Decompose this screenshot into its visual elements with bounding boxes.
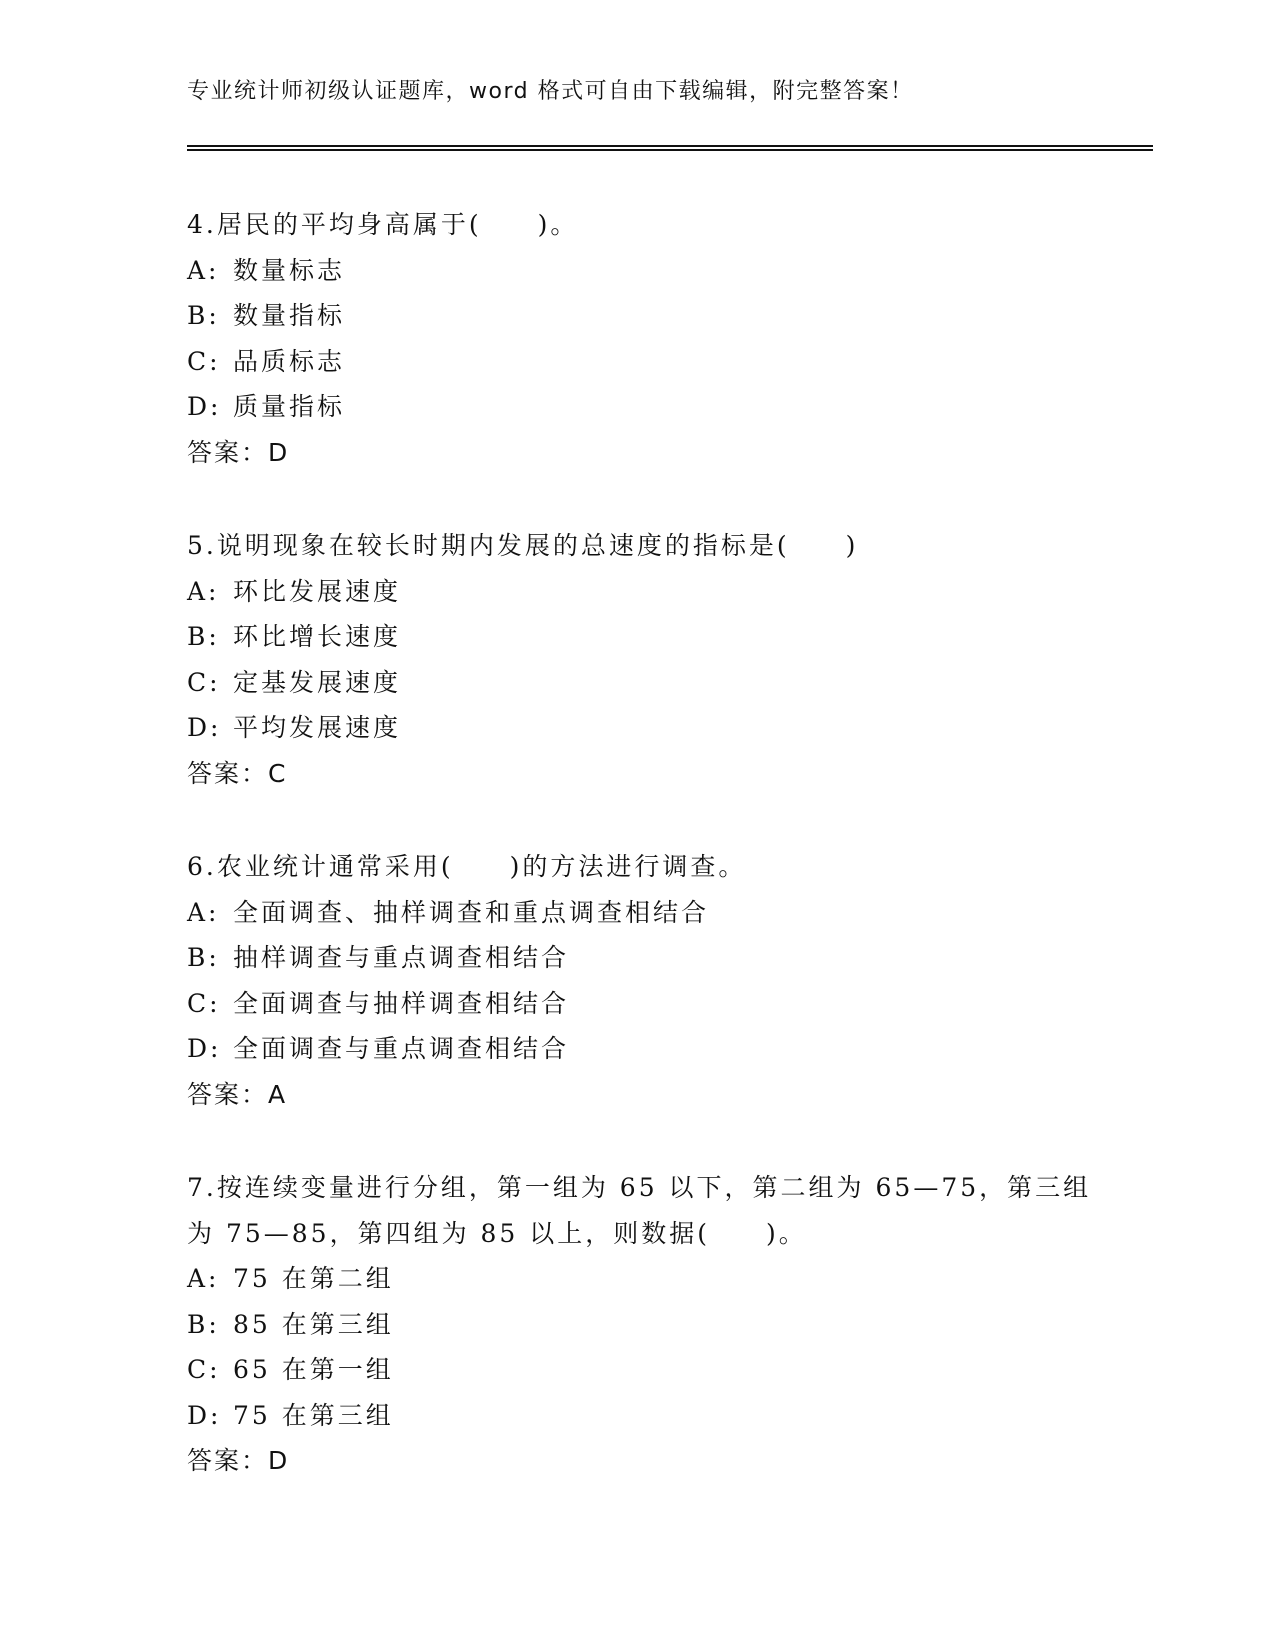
option-d: [187, 1026, 1087, 1072]
question-stem-line-2: 为 75—85，第四组为 85 以上，则数据( )。: [187, 1218, 807, 1248]
option-d: [187, 384, 1087, 430]
option-key: D:: [187, 392, 222, 421]
option-text: 环比增长速度: [233, 622, 402, 651]
option-text: 数量指标: [233, 301, 346, 330]
option-key: B:: [187, 622, 220, 651]
option-key: A:: [187, 1264, 220, 1293]
question-stem: 5.说明现象在较长时期内发展的总速度的指标是( ): [187, 531, 859, 560]
option-a: [187, 890, 1087, 936]
answer-line: 答案：A: [187, 1079, 288, 1109]
option-a: [187, 1256, 1087, 1302]
option-key: A:: [187, 576, 220, 606]
option-a: [187, 248, 1087, 294]
question-7: [187, 1165, 1092, 1484]
option-text: 全面调查、抽样调查和重点调查相结合: [233, 897, 710, 927]
option-c: [187, 339, 1087, 385]
question-stem-line-1: 7.按连续变量进行分组，第一组为 65 以下，第二组为 65—75，第三组: [187, 1173, 1092, 1202]
option-key: B:: [187, 1309, 220, 1339]
option-text: 数量标志: [233, 255, 346, 285]
option-c: [187, 660, 1087, 706]
page-header: 专业统计师初级认证题库，word 格式可自由下载编辑，附完整答案！: [187, 79, 914, 104]
option-key: A:: [187, 255, 220, 285]
option-text: 定基发展速度: [233, 667, 402, 697]
answer-line: 答案：D: [187, 1446, 290, 1475]
option-key: B:: [187, 301, 220, 330]
option-key: C:: [187, 1355, 221, 1384]
option-text: 75 在第三组: [233, 1400, 394, 1430]
option-text: 65 在第一组: [233, 1355, 394, 1384]
option-key: A:: [187, 897, 220, 927]
option-text: 85 在第三组: [233, 1309, 394, 1339]
question-4: [187, 202, 1087, 475]
option-text: 环比发展速度: [233, 576, 402, 606]
option-key: C:: [187, 667, 221, 697]
option-b: [187, 1302, 1087, 1348]
option-b: [187, 935, 1087, 981]
option-key: C:: [187, 988, 221, 1018]
option-key: D:: [187, 713, 222, 742]
option-c: [187, 1347, 1087, 1393]
option-c: [187, 981, 1087, 1027]
option-text: 品质标志: [233, 346, 346, 376]
option-d: [187, 1393, 1087, 1439]
option-text: 质量指标: [233, 392, 346, 421]
option-text: 全面调查与重点调查相结合: [233, 1034, 570, 1063]
question-stem: 6.农业统计通常采用( )的方法进行调查。: [187, 852, 747, 881]
question-5: [187, 523, 1087, 796]
option-key: C:: [187, 346, 221, 376]
option-key: D:: [187, 1034, 222, 1063]
option-text: 抽样调查与重点调查相结合: [233, 943, 570, 972]
option-text: 全面调查与抽样调查相结合: [233, 988, 570, 1018]
option-d: [187, 705, 1087, 751]
header-divider: [187, 145, 1153, 151]
question-stem: 4.居民的平均身高属于( )。: [187, 210, 579, 239]
question-list: [187, 202, 1092, 1532]
option-b: [187, 614, 1087, 660]
option-text: 75 在第二组: [233, 1264, 394, 1293]
option-b: [187, 293, 1087, 339]
option-key: D:: [187, 1400, 222, 1430]
answer-line: 答案：D: [187, 437, 290, 467]
option-text: 平均发展速度: [233, 713, 402, 742]
option-a: [187, 569, 1087, 615]
answer-line: 答案：C: [187, 758, 288, 788]
option-key: B:: [187, 943, 220, 972]
question-6: [187, 844, 1087, 1117]
